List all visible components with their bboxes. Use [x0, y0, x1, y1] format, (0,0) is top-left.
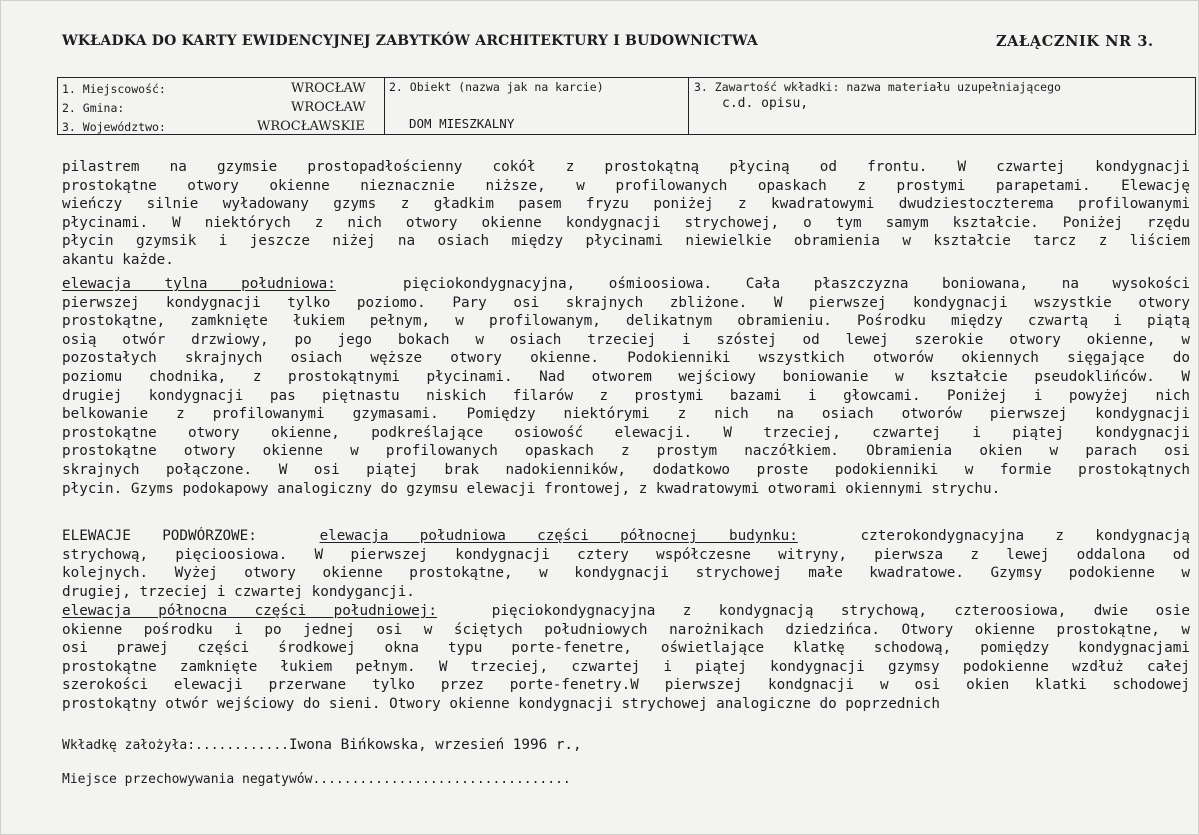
text-line: kolejnych. Wyżej otwory okienne prostokątne, w kondygnacji strychowej małe kwadratowe. Gzymsy podokienne w: [62, 565, 1190, 582]
contents-value: c.d. opisu,: [722, 96, 809, 111]
negatives-line: Miejsce przechowywania negatywów.................................: [62, 772, 571, 787]
table-divider: [688, 78, 689, 134]
text-line: pierwszej kondygnacji tylko poziomo. Pary osi skrajnych zbliżone. W pierwszej kondygnacji wszystkie otwory: [62, 294, 1190, 311]
text-line: prostokątne otwory okienne nieznacznie niższe, w profilowanych opaskach z prostymi parapetami. Elewację: [62, 177, 1190, 194]
text-line: poziomu chodnika, z prostokątnymi płycinami. Nad otworem wejściowy boniowanie w kształcie pseudoklińców. W: [62, 368, 1190, 385]
text-line: prostokątny otwór wejściowy do sieni. Otwory okienne kondygnacji strychowej analogiczne do poprzednich: [62, 695, 940, 712]
text-line: wieńczy silnie wyładowany gzyms z gładkim pasem fryzu poniżej z kwadratowymi dwudziestoczterema profilowanymi: [62, 196, 1190, 213]
paragraph-front-elevation: [62, 158, 1190, 270]
text-line: pozostałych skrajnych osiach węższe otwory okienne. Podokienniki wszystkich otworów okiennych sięgające do: [62, 350, 1190, 367]
text-line: okienne pośrodku i po jednej osi w ściętych południowych narożnikach dziedzińca. Otwory okienne prostokątne, w: [62, 621, 1190, 638]
section-heading: elewacja południowa części północnej budynku:: [319, 528, 798, 544]
paragraph-rear-elevation: [62, 275, 1190, 498]
text-line: płycinami. W niektórych z nich otwory okienne kondygnacji strychowej, o tym samym kształcie. Poniżej rzędu: [62, 214, 1190, 231]
text-line: prostokątne, zamknięte łukiem pełnym, w profilowanym, delikatnym obramieniu. Pośrodku między czwartą i piątą: [62, 313, 1190, 330]
form-title: WKŁADKA DO KARTY EWIDENCYJNEJ ZABYTKÓW ARCHITEKTURY I BUDOWNICTWA: [62, 33, 758, 49]
text-line: osią otwór drzwiowy, po jego bokach w osiach trzeciej i szóstej od lewej szerokie otwory okienne, w: [62, 331, 1190, 348]
text-line: prostokątne otwory okienne, podkreślające osiowość elewacji. W trzeciej, czwartej i piątej kondygnacji: [62, 424, 1190, 441]
text-line: strychową, pięcioosiowa. W pierwszej kondygnacji cztery współczesne witryny, pierwsza z lewej oddalona od: [62, 546, 1190, 563]
commune-value: WROCŁAW: [291, 100, 366, 115]
text-line: akantu każde.: [62, 251, 174, 268]
text-line: osi prawej części środkowej okna typu porte-fenetre, oświetlające klatkę schodową, pomiędzy kondygnacjami: [62, 640, 1190, 657]
text-line: drugiej, trzeciej i czwartej kondygancji.: [62, 583, 415, 600]
paragraph-north-elevation: [62, 602, 1190, 714]
text-line: [62, 602, 1190, 621]
text-line: drugiej kondygnacji pas piętnastu niskich filarów z prostymi bazami i głowcami. Poniżej i powyżej nich: [62, 387, 1190, 404]
text-line: płycin. Gzyms podokapowy analogiczny do gzymsu elewacji frontowej, z kwadratowymi otworami okiennymi strychu.: [62, 480, 1001, 497]
text-line: prostokątne zamknięte łukiem pełnym. W trzeciej, czwartej i piątej kondygnacji gzymsy podokienne wzdłuż całej: [62, 658, 1190, 675]
section-heading: elewacja północna części południowej:: [62, 603, 437, 619]
author-line: [62, 737, 582, 753]
text-line: szerokości elewacji przerwane tylko przez porte-fenetry.W pierwszej kondgnacji w osi okien klatki schodowej: [62, 677, 1190, 694]
commune-label: 2. Gmina:: [62, 101, 125, 115]
object-info-table: [57, 77, 1196, 135]
locality-label: 1. Miejscowość:: [62, 82, 166, 96]
paragraph-courtyard-elevations: [62, 527, 1190, 601]
text-line: [62, 275, 1190, 294]
table-divider: [384, 78, 385, 134]
text-line: belkowanie z profilowanymi gzymasami. Pomiędzy niektórymi z nich na osiach otworów pierwszej kondygnacji: [62, 406, 1190, 423]
voivodeship-label: 3. Województwo:: [62, 120, 166, 134]
author-label: Wkładkę założyła:............: [62, 738, 289, 753]
locality-value: WROCŁAW: [291, 81, 366, 96]
text-run: pięciokondygnacyjna z kondygnacją strychową, czteroosiowa, dwie osie: [491, 603, 1190, 619]
section-lead: ELEWACJE PODWÓRZOWE:: [62, 528, 257, 544]
text-run: czterokondygnacyjna z kondygnacją: [860, 528, 1190, 544]
text-line: [62, 527, 1190, 546]
object-value: DOM MIESZKALNY: [409, 116, 515, 131]
object-label: 2. Obiekt (nazwa jak na karcie): [389, 80, 604, 94]
text-line: skrajnych połączone. W osi piątej brak nadokienników, dodatkowo proste podokienniki w formie prostokątnych: [62, 461, 1190, 478]
text-line: pilastrem na gzymsie prostopadłościenny cokół z prostokątną płyciną od frontu. W czwartej kondygnacji: [62, 159, 1190, 175]
contents-label: 3. Zawartość wkładki: nazwa materiału uzupełniającego: [694, 80, 1061, 94]
text-line: płycin gzymsik i jeszcze niżej na osiach między płycinami niewielkie obramienia w kształcie tarcz z liściem: [62, 233, 1190, 250]
section-heading: elewacja tylna południowa:: [62, 276, 336, 292]
text-run: pięciokondygnacyjna, ośmioosiowa. Cała płaszczyzna boniowana, na wysokości: [403, 276, 1190, 292]
author-value: Iwona Bińkowska, wrzesień 1996 r.,: [288, 737, 582, 753]
voivodeship-value: WROCŁAWSKIE: [257, 119, 365, 134]
annex-number: ZAŁĄCZNIK NR 3.: [996, 33, 1154, 50]
text-line: prostokątne otwory okienne w profilowanych opaskach z prostym naczółkiem. Obramienia okien w parach osi: [62, 443, 1190, 460]
